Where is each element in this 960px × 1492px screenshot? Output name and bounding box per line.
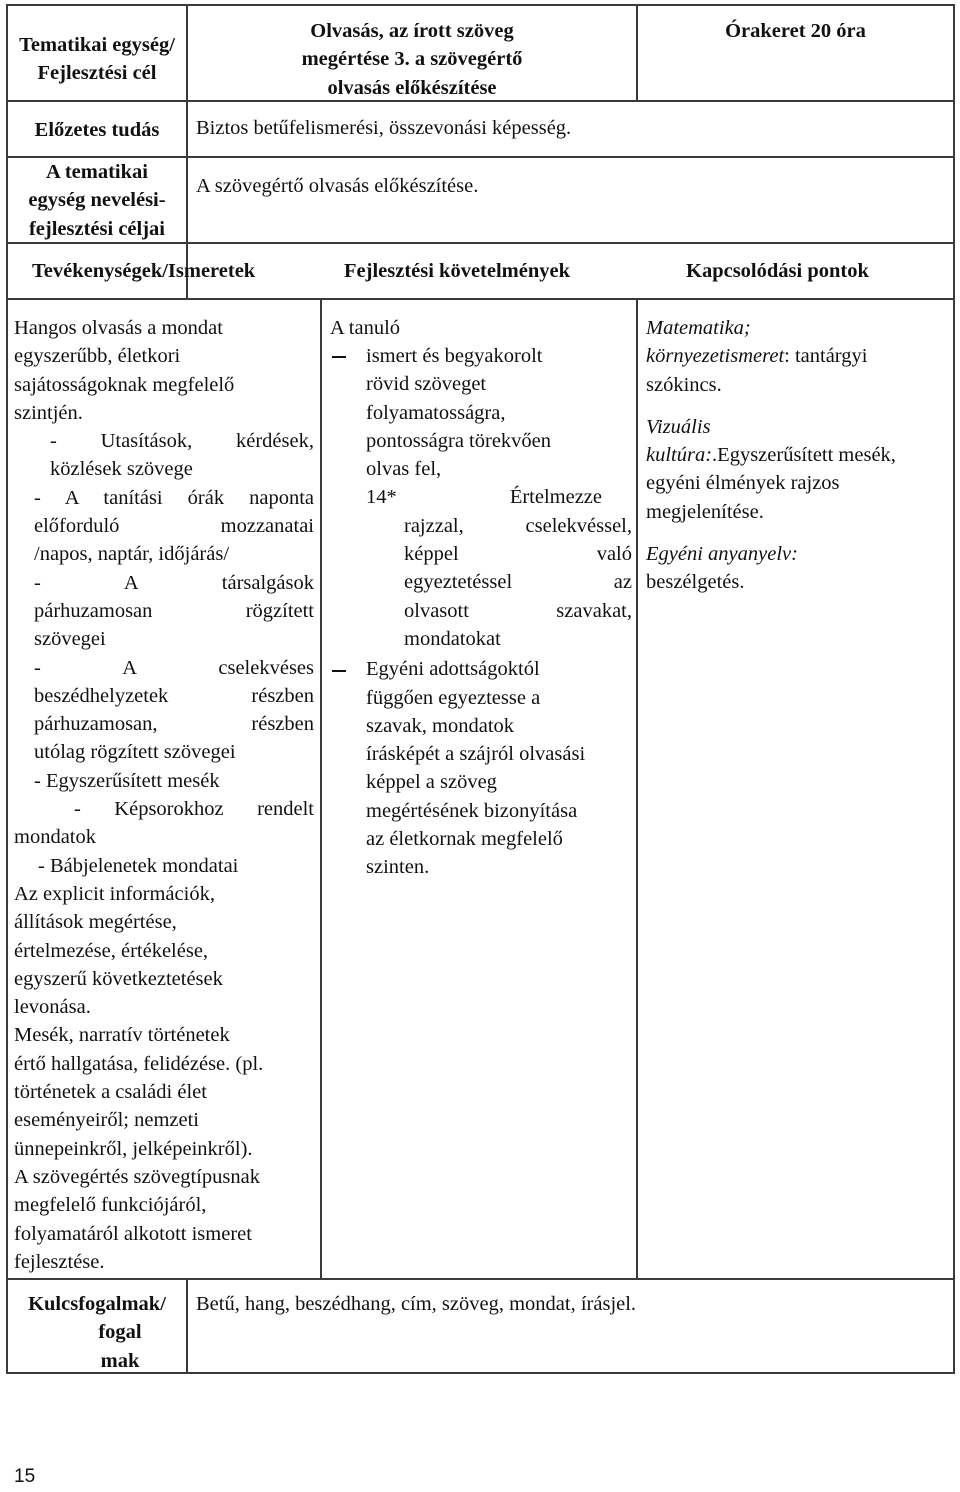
goals-text: A szövegértő olvasás előkészítése. xyxy=(196,175,479,197)
requirement-line: képpel a szöveg xyxy=(366,771,497,794)
table-rule-body xyxy=(6,1278,955,1280)
unit-label xyxy=(8,31,186,88)
activities-line: - A cselekvéses xyxy=(34,656,314,679)
table-border-right xyxy=(953,4,955,1374)
requirement-line: folyamatosságra, xyxy=(366,401,506,424)
requirement-line: egyeztetéssel az xyxy=(404,571,632,594)
requirement-line: függően egyeztesse a xyxy=(366,686,541,709)
connection-visual-label: Vizuális xyxy=(646,415,711,438)
connection-env-line xyxy=(646,342,951,370)
unit-title-line: Olvasás, az írott szöveg xyxy=(310,20,514,42)
activities-line: - Utasítások, kérdések, xyxy=(50,430,314,453)
unit-label-line: Fejlesztési cél xyxy=(37,62,157,85)
column-heading-activities: Tevékenységek/Ismeretek xyxy=(32,260,256,282)
key-concepts-text: Betű, hang, beszédhang, cím, szöveg, mondat, írásjel. xyxy=(196,1293,637,1315)
unit-title-line: olvasás előkészítése xyxy=(327,76,497,99)
key-concepts-label-line: mak xyxy=(100,1349,140,1372)
connection-visual-line2: egyéni élmények rajzos xyxy=(646,472,840,495)
requirement-line: pontosságra törekvően xyxy=(366,429,552,452)
unit-label-line: Tematikai egység/ xyxy=(19,34,175,56)
activities-line: beszédhelyzetek részben xyxy=(34,684,314,707)
bullet-dash xyxy=(332,670,346,672)
activities-line: előforduló mozzanatai xyxy=(34,515,314,538)
column-heading-requirements: Fejlesztési követelmények xyxy=(344,260,570,282)
activities-line: Hangos olvasás a mondat xyxy=(14,317,223,339)
requirement-line: 14* Értelmezze xyxy=(366,486,602,509)
hours-label: Órakeret 20 óra xyxy=(725,20,866,42)
requirement-line: rajzzal, cselekvéssel, xyxy=(404,514,632,537)
activities-line: egyszerű következtetések xyxy=(14,967,223,990)
activities-line: A szövegértés szövegtípusnak xyxy=(14,1165,260,1188)
activities-text xyxy=(14,314,314,1276)
activities-line: egyszerűbb, életkori xyxy=(14,345,181,368)
connection-own-text: beszélgetés. xyxy=(646,571,745,594)
connection-env-label: környezetismeret xyxy=(646,345,785,368)
activities-line: közlések szövege xyxy=(50,458,193,481)
requirement-line: szavak, mondatok xyxy=(366,714,515,737)
activities-line: utólag rögzített szövegei xyxy=(34,741,236,764)
activities-line: Mesék, narratív történetek xyxy=(14,1024,230,1047)
requirement-line: olvas fel, xyxy=(366,458,442,481)
unit-title xyxy=(188,17,636,102)
connection-env-line2: szókincs. xyxy=(646,373,722,396)
bullet-dash xyxy=(332,356,346,358)
activities-line: mondatok xyxy=(14,826,96,849)
activities-line: - Képsorokhoz rendelt xyxy=(74,798,314,821)
table-rule-columns xyxy=(6,298,955,300)
table-rule-label-col-bottom xyxy=(186,1278,188,1374)
goals-label-line: A tematikai xyxy=(46,161,148,183)
activities-line: szövegei xyxy=(34,628,106,651)
activities-line: - A társalgások xyxy=(34,571,314,594)
activities-line: levonása. xyxy=(14,996,91,1019)
activities-line: - A tanítási órák naponta xyxy=(34,486,314,509)
goals-label-line: egység nevelési- xyxy=(28,189,166,212)
requirement-line: szinten. xyxy=(366,856,430,879)
activities-line: Az explicit információk, xyxy=(14,882,215,905)
activities-line: megfelelő funkciójáról, xyxy=(14,1194,207,1217)
table-border-top xyxy=(6,4,955,6)
activities-line: eseményeiről; nemzeti xyxy=(14,1109,199,1132)
prior-knowledge-label: Előzetes tudás xyxy=(34,119,160,141)
connections-text xyxy=(646,314,951,597)
activities-line: párhuzamosan, részben xyxy=(34,713,314,736)
activities-line: /napos, naptár, időjárás/ xyxy=(34,543,230,566)
key-concepts-label-line: fogal xyxy=(98,1321,142,1344)
activities-line: történetek a családi élet xyxy=(14,1081,207,1104)
connection-visual-line xyxy=(646,441,951,469)
activities-line: - Bábjelenetek mondatai xyxy=(38,854,239,877)
activities-line: értő hallgatása, felidézése. (pl. xyxy=(14,1052,264,1075)
connection-visual-rest: .Egyszerűsített mesék, xyxy=(712,444,896,467)
requirement-line: képpel való xyxy=(404,543,632,566)
connection-env-rest: : tantárgyi xyxy=(784,345,868,368)
requirement-line: ismert és begyakorolt xyxy=(366,345,543,367)
requirement-line: mondatokat xyxy=(404,627,501,650)
activities-line: állítások megértése, xyxy=(14,911,177,934)
requirement-line: olvasott szavakat, xyxy=(404,599,632,622)
goals-label xyxy=(8,158,186,243)
connection-visual-label-2: kultúra: xyxy=(646,444,713,467)
connection-own-label: Egyéni anyanyelv: xyxy=(646,543,798,566)
requirement-line: megértésének bizonyítása xyxy=(366,799,578,822)
connection-visual-line3: megjelenítése. xyxy=(646,500,764,523)
activities-line: párhuzamosan rögzített xyxy=(34,599,314,622)
requirements-intro: A tanuló xyxy=(330,317,401,339)
prior-knowledge-text: Biztos betűfelismerési, összevonási képesség. xyxy=(196,117,572,139)
connection-math-label: Matematika; xyxy=(646,317,751,339)
requirement-line: írásképét a szájról olvasási xyxy=(366,743,586,766)
activities-line: szintjén. xyxy=(14,401,83,424)
requirement-line: Egyéni adottságoktól xyxy=(366,658,540,681)
column-heading-connections: Kapcsolódási pontok xyxy=(686,260,869,282)
table-rule-col-1 xyxy=(320,298,322,1278)
activities-line: folyamatáról alkotott ismeret xyxy=(14,1222,252,1245)
key-concepts-label-line: Kulcsfogalmak/ xyxy=(28,1293,166,1315)
activities-line: ünnepeinkről, jelképeinkről). xyxy=(14,1137,253,1160)
activities-line: fejlesztése. xyxy=(14,1250,105,1273)
activities-line: sajátosságoknak megfelelő xyxy=(14,373,235,396)
requirements-text xyxy=(366,342,632,882)
activities-line: értelmezése, értékelése, xyxy=(14,939,209,962)
goals-label-line: fejlesztési céljai xyxy=(28,217,165,240)
key-concepts-label xyxy=(8,1290,186,1375)
unit-title-line: megértése 3. a szövegértő xyxy=(301,48,523,71)
table-rule-col-2 xyxy=(636,298,638,1278)
requirement-line: rövid szöveget xyxy=(366,373,487,396)
page-number: 15 xyxy=(14,1466,36,1487)
requirement-line: az életkornak megfelelő xyxy=(366,828,563,851)
activities-line: - Egyszerűsített mesék xyxy=(34,769,220,792)
